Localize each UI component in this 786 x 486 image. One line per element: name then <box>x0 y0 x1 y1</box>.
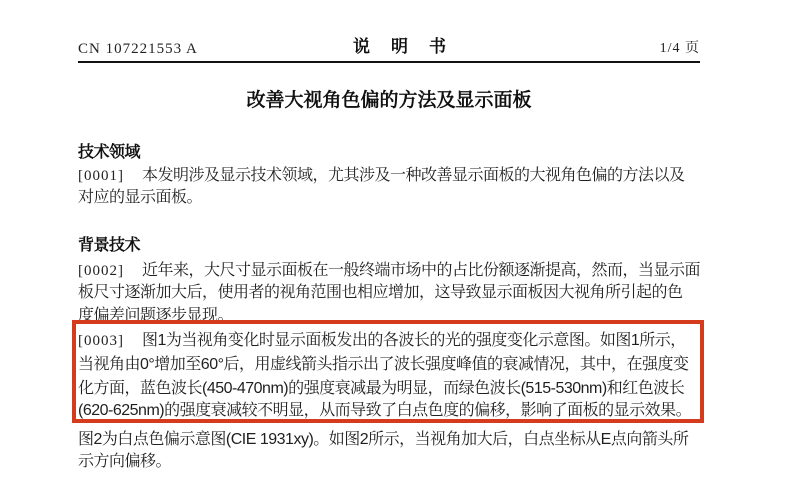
paragraph-number: [0001] <box>78 168 124 184</box>
paragraph-0003-continuation-line: 示方向偏移。 <box>78 453 172 470</box>
paragraph-text: 近年来，大尺寸显示面板在一般终端市场中的占比份额逐渐提高，然而，当显示面 <box>142 262 701 279</box>
header-divider-line <box>78 61 700 63</box>
paragraph-0003-line <box>78 330 718 352</box>
paragraph-text: 图1为当视角变化时显示面板发出的各波长的光的强度变化示意图。如图1所示， <box>142 332 686 349</box>
section-heading-technical-field: 技术领域 <box>78 144 141 161</box>
paragraph-0002-line: 度偏差问题逐步显现。 <box>78 307 234 324</box>
paragraph-number: [0003] <box>78 333 124 349</box>
paragraph-0003-line: (620-625nm)的强度衰减较不明显，从而导致了白点色度的偏移，影响了面板的显示效果。 <box>78 402 692 419</box>
invention-title: 改善大视角色偏的方法及显示面板 <box>246 90 532 111</box>
document-type-title: 说明书 <box>353 37 467 56</box>
paragraph-0001-line <box>78 165 718 187</box>
paragraph-0003-line: 当视角由0°增加至60°后，用虚线箭头指示出了波长强度峰值的衰减情况，其中，在强度变 <box>78 356 689 373</box>
page-indicator: 1/4 页 <box>659 41 700 56</box>
paragraph-0001-line: 对应的显示面板。 <box>78 189 203 206</box>
paragraph-0002-line: 板尺寸逐渐加大后，使用者的视角范围也相应增加，这导致显示面板因大视角所引起的色 <box>78 284 683 301</box>
paragraph-0003-line: 化方面，蓝色波长(450-470nm)的强度衰减最为明显，而绿色波长(515-530nm)和红色波长 <box>78 380 685 397</box>
section-heading-background: 背景技术 <box>78 237 141 254</box>
paragraph-text: 本发明涉及显示技术领域，尤其涉及一种改善显示面板的大视角色偏的方法以及 <box>142 167 685 184</box>
paragraph-0002-line <box>78 260 718 282</box>
paragraph-number: [0002] <box>78 263 124 279</box>
paragraph-0003-continuation-line: 图2为白点色偏示意图(CIE 1931xy)。如图2所示，当视角加大后，白点坐标从E点向箭头所 <box>78 431 689 448</box>
document-number: CN 107221553 A <box>78 41 198 57</box>
